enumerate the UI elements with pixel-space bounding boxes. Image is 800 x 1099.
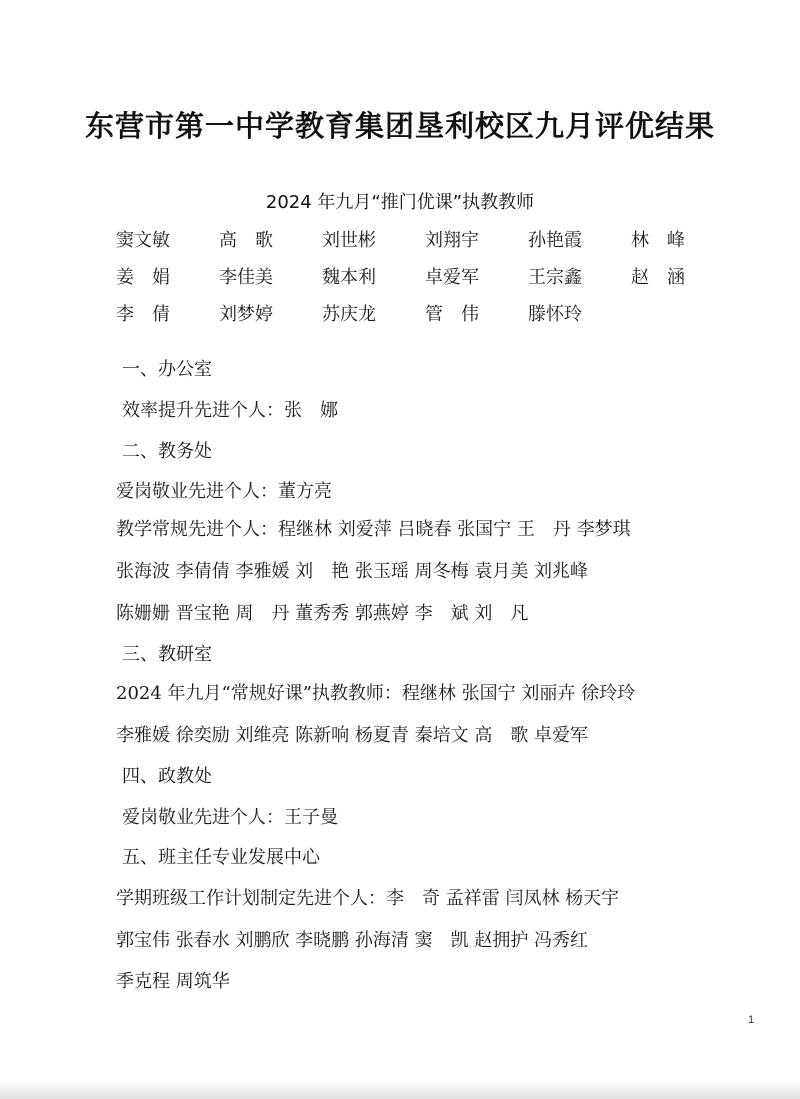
teacher-name: 孙艳霞 [528,230,582,251]
teacher-name: 魏本利 [322,267,376,288]
section-line: 学期班级工作计划制定先进个人：李 奇 孟祥雷 闫凤林 杨天宇 [116,888,620,909]
section-heading-office: 一、办公室 [122,359,212,380]
section-heading-political-education: 四、政教处 [122,766,212,787]
section-heading-class-teacher-center: 五、班主任专业发展中心 [122,847,320,868]
section-line: 陈姗姗 晋宝艳 周 丹 董秀秀 郭燕婷 李 斌 刘 凡 [116,603,529,624]
page-number: 1 [748,1014,755,1026]
section-heading-academic-affairs: 二、教务处 [122,441,212,462]
teacher-name: 卓爱军 [425,267,479,288]
section-heading-teaching-research: 三、教研室 [122,644,212,665]
section-line: 季克程 周筑华 [116,971,230,992]
subtitle-tuimen-youke: 2024 年九月“推门优课”执教教师 [265,192,535,213]
teacher-name: 林 峰 [631,230,685,251]
teacher-name: 管 伟 [425,304,479,325]
teacher-name: 李佳美 [219,267,273,288]
teacher-name: 李 倩 [116,304,170,325]
scan-bottom-edge [0,1080,800,1099]
section-line: 李雅媛 徐奕励 刘维亮 陈新响 杨夏青 秦培文 高 歌 卓爱军 [116,725,589,746]
section-line: 爱岗敬业先进个人：王子曼 [122,807,338,828]
teacher-name: 刘翔宇 [425,230,479,251]
section-line: 教学常规先进个人：程继林 刘爱萍 吕晓春 张国宁 王 丹 李梦琪 [116,519,631,540]
section-line: 效率提升先进个人：张 娜 [122,400,338,421]
section-line: 张海波 李倩倩 李雅媛 刘 艳 张玉瑶 周冬梅 袁月美 刘兆峰 [116,561,589,582]
grid-row [116,226,734,263]
grid-row [116,263,734,300]
document-title: 东营市第一中学教育集团垦利校区九月评优结果 [84,109,715,143]
teacher-name: 滕怀玲 [528,304,582,325]
teacher-name: 刘梦婷 [219,304,273,325]
teacher-name: 刘世彬 [322,230,376,251]
teacher-name: 高 歌 [219,230,273,251]
teachers-grid [116,226,734,337]
teacher-name: 苏庆龙 [322,304,376,325]
teacher-name: 赵 涵 [631,267,685,288]
section-line: 郭宝伟 张春水 刘鹏欣 李晓鹏 孙海清 窦 凯 赵拥护 冯秀红 [116,930,589,951]
section-line: 爱岗敬业先进个人：董方亮 [116,481,332,502]
section-line: 2024 年九月“常规好课”执教教师：程继林 张国宁 刘丽卉 徐玲玲 [116,683,636,704]
teacher-name: 王宗鑫 [528,267,582,288]
grid-row [116,300,734,337]
teacher-name: 姜 娟 [116,267,170,288]
teacher-name: 窦文敏 [116,230,170,251]
